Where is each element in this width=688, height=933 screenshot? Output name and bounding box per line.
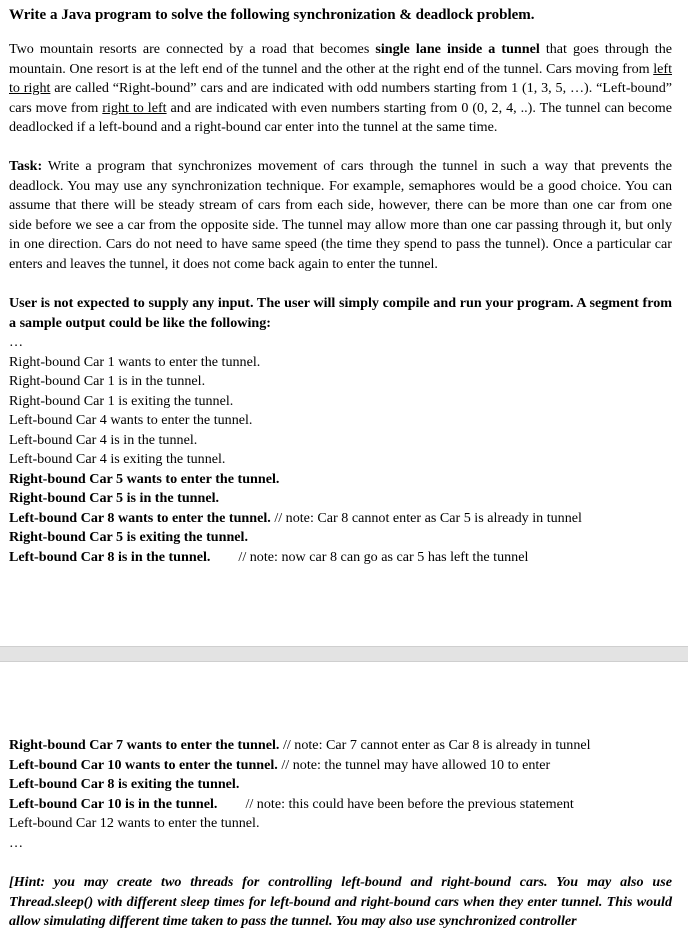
sample-output-segment-1 — [9, 333, 679, 567]
output-line — [9, 333, 679, 353]
output-line — [9, 470, 679, 490]
task-label: Task: — [9, 158, 43, 174]
output-text: Right-bound Car 1 wants to enter the tunnel. — [9, 353, 261, 370]
output-text: Left-bound Car 10 wants to enter the tunnel. — [9, 756, 278, 773]
output-text: Left-bound Car 4 wants to enter the tunnel. — [9, 412, 253, 428]
output-note: // note: Car 7 cannot enter as Car 8 is already in tunnel — [279, 737, 591, 753]
output-line — [9, 450, 679, 470]
output-line — [9, 548, 679, 568]
document-page-2 — [0, 662, 688, 933]
output-line — [9, 736, 679, 756]
output-text: Right-bound Car 5 is in the tunnel. — [9, 490, 220, 506]
output-text: Left-bound Car 8 is in the tunnel. — [9, 548, 211, 565]
output-text: Left-bound Car 8 is exiting the tunnel. — [9, 776, 240, 792]
output-text: Left-bound Car 12 wants to enter the tunnel. — [9, 815, 260, 831]
output-line — [9, 509, 679, 529]
output-line — [9, 756, 679, 776]
output-text: Left-bound Car 8 wants to enter the tunnel. — [9, 509, 271, 526]
output-text: Left-bound Car 10 is in the tunnel. — [9, 795, 218, 812]
output-note: // note: this could have been before the previous statement — [245, 795, 574, 812]
output-note: // note: the tunnel may have allowed 10 to enter — [277, 756, 551, 773]
hint-paragraph: [Hint: you may create two threads for controlling left-bound and right-bound cars. You may also use Thread.sleep() with different sleep times for left-bound and right-bound cars when they enter tunnel. This would allow simulating different time taken to pass the tunnel. You may also use synchronized controller — [9, 874, 672, 929]
output-text: … — [9, 334, 24, 350]
output-text: Right-bound Car 5 wants to enter the tunnel. — [9, 470, 280, 487]
output-text: Right-bound Car 7 wants to enter the tunnel. — [9, 737, 280, 753]
right-to-left-underline: right to left — [102, 99, 167, 116]
page-separator — [0, 646, 688, 662]
problem-title: Write a Java program to solve the following synchronization & deadlock problem. — [9, 7, 535, 23]
sample-output-segment-2 — [9, 736, 679, 853]
single-lane-emphasis: single lane inside a tunnel — [375, 41, 540, 57]
output-line — [9, 814, 679, 834]
output-line — [9, 489, 679, 509]
output-line — [9, 795, 679, 815]
output-line — [9, 528, 679, 548]
output-text: Right-bound Car 5 is exiting the tunnel. — [9, 529, 248, 545]
output-line — [9, 372, 679, 392]
output-line — [9, 411, 679, 431]
user-input-note: User is not expected to supply any input. The user will simply compile and run your program. A segment from a sample output could be like the following: — [9, 295, 672, 331]
output-line — [9, 353, 679, 373]
output-text: Right-bound Car 1 is exiting the tunnel. — [9, 392, 234, 409]
output-line — [9, 392, 679, 412]
output-note: // note: Car 8 cannot enter as Car 5 is already in tunnel — [270, 509, 582, 526]
output-text: … — [9, 834, 24, 851]
task-paragraph: Task: Write a program that synchronizes movement of cars through the tunnel in such a way that prevents the deadlock. You may use any synchronization technique. For example, semaphores would be a good choice. You can assume that there will be steady stream of cars from each side, however, there can be more than one car from one side before we see a car from the opposite side. The tunnel may allow more than one car passing through it, but only in one direction. Cars do not need to have same speed (the time they spend to pass the tunnel). Once a particular car enters and leaves the tunnel, it does not come back again to enter the tunnel. — [9, 158, 672, 272]
output-line — [9, 834, 679, 854]
output-text: Left-bound Car 4 is exiting the tunnel. — [9, 451, 226, 467]
left-to-right-underline: left to right — [9, 60, 672, 96]
output-text: Left-bound Car 4 is in the tunnel. — [9, 431, 198, 448]
output-line — [9, 775, 679, 795]
intro-paragraph: Two mountain resorts are connected by a road that becomes single lane inside a tunnel that goes through the mountain. One resort is at the left end of the tunnel and the other at the right end of the tunnel. Cars moving from left to right are called “Right-bound” cars and are indicated with odd numbers starting from 1 (1, 3, 5, …). “Left-bound” cars move from right to left and are indicated with even numbers starting from 0 (0, 2, 4, ..). The tunnel can become deadlocked if a left-bound and a right-bound car enter into the tunnel at the same time. — [9, 41, 673, 135]
output-text: Right-bound Car 1 is in the tunnel. — [9, 373, 206, 389]
output-line — [9, 431, 679, 451]
output-note: // note: now car 8 can go as car 5 has left the tunnel — [238, 548, 529, 565]
